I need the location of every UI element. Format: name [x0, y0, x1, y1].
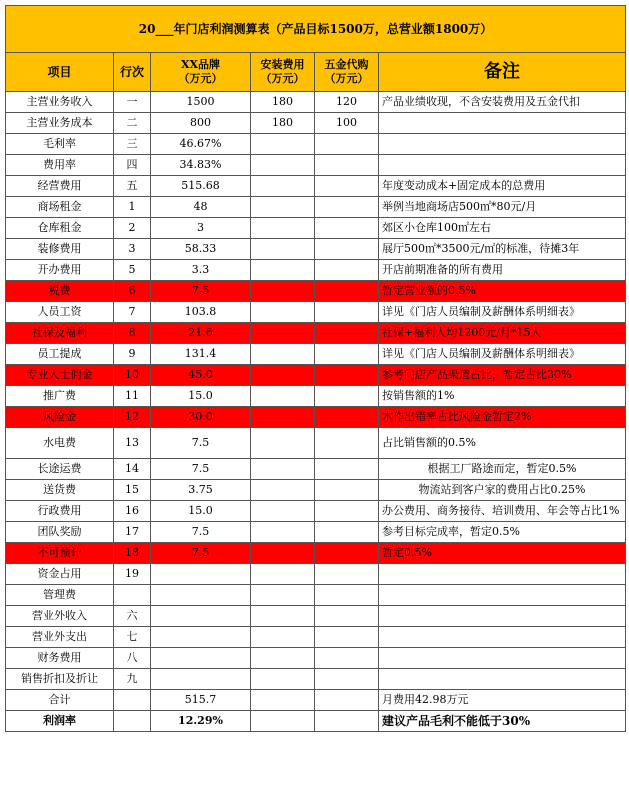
remark-cell	[379, 606, 626, 627]
header-hardware	[315, 53, 379, 92]
remark-cell	[379, 564, 626, 585]
hardware-cell	[315, 690, 379, 711]
install-cell	[251, 281, 315, 302]
table-row	[6, 690, 626, 711]
header-hardware-unit: （万元）	[324, 72, 369, 85]
install-cell	[251, 669, 315, 690]
row-no-cell: 6	[114, 281, 151, 302]
install-cell	[251, 365, 315, 386]
remark-cell	[379, 627, 626, 648]
item-cell: 财务费用	[6, 648, 114, 669]
install-cell	[251, 239, 315, 260]
item-cell: 营业外收入	[6, 606, 114, 627]
hardware-cell	[315, 428, 379, 459]
brand-cell: 7.5	[151, 281, 251, 302]
item-cell: 装修费用	[6, 239, 114, 260]
hardware-cell	[315, 197, 379, 218]
row-no-cell: 16	[114, 501, 151, 522]
table-row	[6, 302, 626, 323]
remark-cell: 建议产品毛利不能低于30%	[379, 711, 626, 732]
hardware-cell	[315, 134, 379, 155]
item-cell: 人员工资	[6, 302, 114, 323]
item-cell: 费用率	[6, 155, 114, 176]
install-cell	[251, 711, 315, 732]
install-cell	[251, 302, 315, 323]
hardware-cell	[315, 606, 379, 627]
row-no-cell: 11	[114, 386, 151, 407]
item-cell: 营业外支出	[6, 627, 114, 648]
row-no-cell: 5	[114, 260, 151, 281]
table-row	[6, 155, 626, 176]
brand-cell: 3.75	[151, 480, 251, 501]
table-row	[6, 543, 626, 564]
brand-cell: 12.29%	[151, 711, 251, 732]
remark-cell: 办公费用、商务接待、培训费用、年会等占比1%	[379, 501, 626, 522]
row-no-cell: 9	[114, 344, 151, 365]
table-row	[6, 323, 626, 344]
row-no-cell	[114, 711, 151, 732]
item-cell: 员工提成	[6, 344, 114, 365]
row-no-cell	[114, 585, 151, 606]
remark-cell	[379, 669, 626, 690]
hardware-cell	[315, 155, 379, 176]
hardware-cell	[315, 323, 379, 344]
header-brand-unit: （万元）	[178, 72, 223, 85]
brand-cell: 7.5	[151, 459, 251, 480]
install-cell: 180	[251, 113, 315, 134]
table-row	[6, 480, 626, 501]
brand-cell: 45.0	[151, 365, 251, 386]
hardware-cell	[315, 344, 379, 365]
row-no-cell: 一	[114, 92, 151, 113]
remark-cell: 社保+福利人均1200元/月*15人	[379, 323, 626, 344]
row-no-cell: 15	[114, 480, 151, 501]
install-cell	[251, 134, 315, 155]
row-no-cell: 2	[114, 218, 151, 239]
install-cell: 180	[251, 92, 315, 113]
install-cell	[251, 480, 315, 501]
remark-cell: 根据工厂路途而定，暂定0.5%	[379, 459, 626, 480]
row-no-cell: 八	[114, 648, 151, 669]
hardware-cell	[315, 585, 379, 606]
item-cell: 经营费用	[6, 176, 114, 197]
item-cell: 资金占用	[6, 564, 114, 585]
install-cell	[251, 197, 315, 218]
table-row	[6, 344, 626, 365]
remark-cell: 举例当地商场店500㎡*80元/月	[379, 197, 626, 218]
install-cell	[251, 627, 315, 648]
hardware-cell: 100	[315, 113, 379, 134]
remark-cell: 暂定0.5%	[379, 543, 626, 564]
item-cell: 水电费	[6, 428, 114, 459]
row-no-cell: 四	[114, 155, 151, 176]
remark-cell: 展厅500㎡*3500元/㎡的标准，待摊3年	[379, 239, 626, 260]
item-cell: 仓库租金	[6, 218, 114, 239]
hardware-cell	[315, 564, 379, 585]
item-cell: 商场租金	[6, 197, 114, 218]
table-row	[6, 386, 626, 407]
header-brand	[151, 53, 251, 92]
install-cell	[251, 218, 315, 239]
install-cell	[251, 690, 315, 711]
hardware-cell	[315, 711, 379, 732]
header-install-unit: （万元）	[260, 72, 305, 85]
row-no-cell: 14	[114, 459, 151, 480]
row-no-cell: 二	[114, 113, 151, 134]
brand-cell: 21.6	[151, 323, 251, 344]
remark-cell: 详见《门店人员编制及薪酬体系明细表》	[379, 344, 626, 365]
remark-cell	[379, 113, 626, 134]
table-row	[6, 239, 626, 260]
hardware-cell: 120	[315, 92, 379, 113]
brand-cell: 7.5	[151, 543, 251, 564]
profit-table	[5, 5, 626, 732]
remark-cell: 占比销售额的0.5%	[379, 428, 626, 459]
header-remark: 备注	[379, 53, 626, 92]
table-row	[6, 134, 626, 155]
table-row	[6, 459, 626, 480]
table-row	[6, 197, 626, 218]
row-no-cell: 17	[114, 522, 151, 543]
item-cell: 推广费	[6, 386, 114, 407]
brand-cell	[151, 606, 251, 627]
table-row	[6, 407, 626, 428]
table-row	[6, 711, 626, 732]
remark-cell: 按销售额的1%	[379, 386, 626, 407]
item-cell: 销售折扣及折让	[6, 669, 114, 690]
item-cell: 利润率	[6, 711, 114, 732]
item-cell: 不可预计	[6, 543, 114, 564]
table-row	[6, 669, 626, 690]
table-row	[6, 522, 626, 543]
item-cell: 送货费	[6, 480, 114, 501]
brand-cell: 1500	[151, 92, 251, 113]
hardware-cell	[315, 501, 379, 522]
install-cell	[251, 564, 315, 585]
brand-cell: 34.83%	[151, 155, 251, 176]
hardware-cell	[315, 365, 379, 386]
remark-cell	[379, 648, 626, 669]
brand-cell: 515.68	[151, 176, 251, 197]
brand-cell	[151, 669, 251, 690]
brand-cell: 103.8	[151, 302, 251, 323]
header-install	[251, 53, 315, 92]
row-no-cell: 五	[114, 176, 151, 197]
install-cell	[251, 459, 315, 480]
row-no-cell	[114, 690, 151, 711]
hardware-cell	[315, 260, 379, 281]
brand-cell	[151, 585, 251, 606]
item-cell: 团队奖励	[6, 522, 114, 543]
table-row	[6, 564, 626, 585]
row-no-cell: 13	[114, 428, 151, 459]
table-row	[6, 428, 626, 459]
remark-cell: 木作出错率占比风险金暂定2%	[379, 407, 626, 428]
hardware-cell	[315, 239, 379, 260]
item-cell: 管理费	[6, 585, 114, 606]
sheet-title: 20___年门店利润测算表（产品目标1500万，总营业额1800万）	[6, 6, 626, 53]
row-no-cell: 九	[114, 669, 151, 690]
brand-cell	[151, 564, 251, 585]
hardware-cell	[315, 522, 379, 543]
brand-cell: 58.33	[151, 239, 251, 260]
install-cell	[251, 606, 315, 627]
hardware-cell	[315, 627, 379, 648]
brand-cell: 15.0	[151, 501, 251, 522]
remark-cell: 详见《门店人员编制及薪酬体系明细表》	[379, 302, 626, 323]
item-cell: 主营业务成本	[6, 113, 114, 134]
table-row	[6, 365, 626, 386]
header-row-no: 行次	[114, 53, 151, 92]
row-no-cell: 三	[114, 134, 151, 155]
install-cell	[251, 386, 315, 407]
item-cell: 主营业务收入	[6, 92, 114, 113]
install-cell	[251, 585, 315, 606]
row-no-cell: 8	[114, 323, 151, 344]
hardware-cell	[315, 302, 379, 323]
remark-cell: 年度变动成本+固定成本的总费用	[379, 176, 626, 197]
install-cell	[251, 522, 315, 543]
install-cell	[251, 323, 315, 344]
brand-cell	[151, 627, 251, 648]
hardware-cell	[315, 176, 379, 197]
item-cell: 开办费用	[6, 260, 114, 281]
table-row	[6, 585, 626, 606]
brand-cell: 131.4	[151, 344, 251, 365]
header-hardware-label: 五金代购	[324, 58, 369, 71]
header-item: 项目	[6, 53, 114, 92]
hardware-cell	[315, 281, 379, 302]
brand-cell: 3.3	[151, 260, 251, 281]
header-brand-label: XX品牌	[180, 58, 221, 71]
row-no-cell: 19	[114, 564, 151, 585]
row-no-cell: 7	[114, 302, 151, 323]
hardware-cell	[315, 407, 379, 428]
remark-cell: 物流站到客户家的费用占比0.25%	[379, 480, 626, 501]
remark-cell	[379, 134, 626, 155]
brand-cell: 48	[151, 197, 251, 218]
row-no-cell: 18	[114, 543, 151, 564]
row-no-cell: 七	[114, 627, 151, 648]
table-row	[6, 92, 626, 113]
hardware-cell	[315, 669, 379, 690]
brand-cell: 515.7	[151, 690, 251, 711]
row-no-cell: 10	[114, 365, 151, 386]
brand-cell: 3	[151, 218, 251, 239]
hardware-cell	[315, 386, 379, 407]
item-cell: 风险金	[6, 407, 114, 428]
install-cell	[251, 344, 315, 365]
brand-cell: 7.5	[151, 522, 251, 543]
remark-cell	[379, 585, 626, 606]
table-row	[6, 281, 626, 302]
title-row	[6, 6, 626, 53]
row-no-cell: 3	[114, 239, 151, 260]
item-cell: 长途运费	[6, 459, 114, 480]
remark-cell: 月费用42.98万元	[379, 690, 626, 711]
install-cell	[251, 428, 315, 459]
install-cell	[251, 543, 315, 564]
table-row	[6, 627, 626, 648]
row-no-cell: 1	[114, 197, 151, 218]
brand-cell: 800	[151, 113, 251, 134]
hardware-cell	[315, 459, 379, 480]
header-install-label: 安装费用	[260, 58, 305, 71]
remark-cell	[379, 155, 626, 176]
brand-cell: 30.0	[151, 407, 251, 428]
install-cell	[251, 407, 315, 428]
brand-cell: 7.5	[151, 428, 251, 459]
install-cell	[251, 176, 315, 197]
install-cell	[251, 648, 315, 669]
remark-cell: 郊区小仓库100㎡左右	[379, 218, 626, 239]
remark-cell: 参考目标完成率，暂定0.5%	[379, 522, 626, 543]
table-row	[6, 606, 626, 627]
table-row	[6, 218, 626, 239]
remark-cell: 暂定营业额的0.5%	[379, 281, 626, 302]
item-cell: 行政费用	[6, 501, 114, 522]
install-cell	[251, 260, 315, 281]
table-row	[6, 648, 626, 669]
install-cell	[251, 155, 315, 176]
brand-cell: 15.0	[151, 386, 251, 407]
table-row	[6, 260, 626, 281]
table-row	[6, 176, 626, 197]
hardware-cell	[315, 543, 379, 564]
item-cell: 专业人士佣金	[6, 365, 114, 386]
install-cell	[251, 501, 315, 522]
remark-cell: 开店前期准备的所有费用	[379, 260, 626, 281]
remark-cell: 参考门店产品渠道占比，暂定占比30%	[379, 365, 626, 386]
hardware-cell	[315, 218, 379, 239]
row-no-cell: 六	[114, 606, 151, 627]
hardware-cell	[315, 480, 379, 501]
remark-cell: 产品业绩收现，不含安装费用及五金代扣	[379, 92, 626, 113]
row-no-cell: 12	[114, 407, 151, 428]
brand-cell: 46.67%	[151, 134, 251, 155]
profit-sheet	[5, 5, 625, 732]
brand-cell	[151, 648, 251, 669]
hardware-cell	[315, 648, 379, 669]
item-cell: 税费	[6, 281, 114, 302]
table-row	[6, 113, 626, 134]
table-row	[6, 501, 626, 522]
item-cell: 社保及福利	[6, 323, 114, 344]
header-row	[6, 53, 626, 92]
item-cell: 合计	[6, 690, 114, 711]
item-cell: 毛利率	[6, 134, 114, 155]
